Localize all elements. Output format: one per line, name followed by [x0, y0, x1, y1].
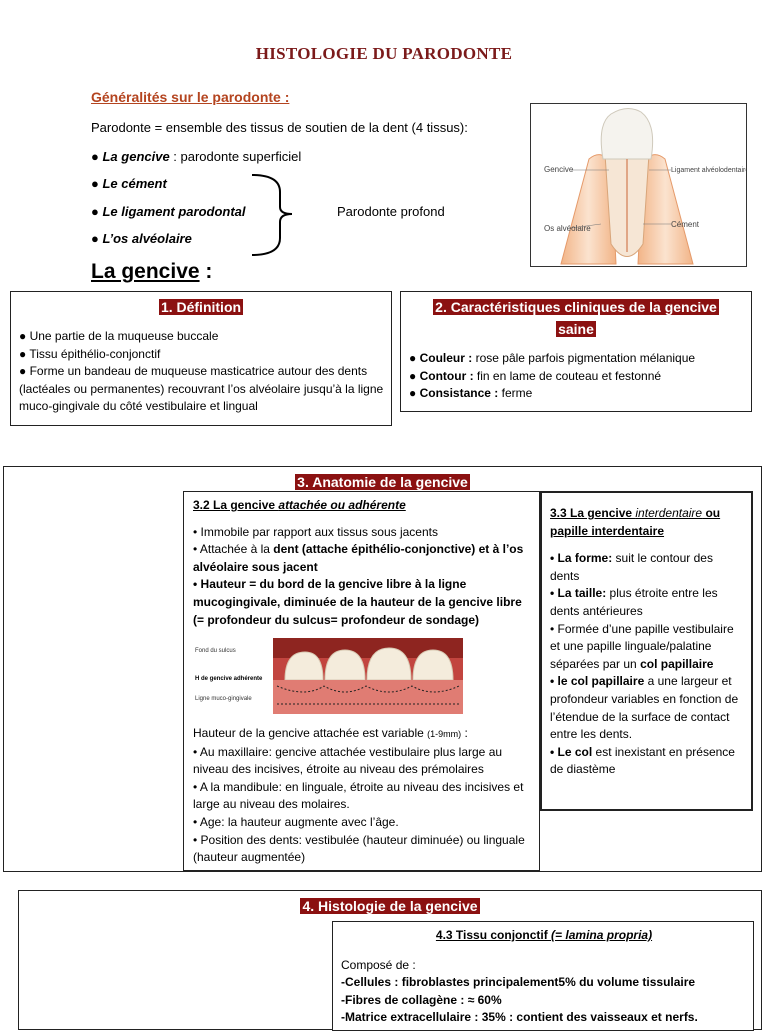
- list-item: [91, 204, 246, 219]
- p2-text: • Attachée à la: [193, 542, 274, 557]
- definition-line: ● Une partie de la muqueuse buccale: [19, 329, 219, 343]
- attachee-p2: [193, 541, 533, 576]
- item-label: • La taille:: [550, 586, 607, 601]
- parodonte-profond-label: Parodonte profond: [337, 204, 445, 219]
- title-italic: (= lamina propria): [551, 928, 653, 942]
- item-text: est inexistant en présence de diastème: [550, 744, 735, 777]
- gum-photo: [193, 638, 463, 714]
- generalites-heading: Généralités sur le parodonte :: [91, 89, 290, 105]
- list-item: [91, 231, 192, 246]
- item-label: Consistance :: [419, 386, 499, 401]
- caracteristiques-heading: 2. Caractéristiques cliniques de la gencive: [435, 299, 717, 315]
- item-label: Couleur :: [419, 351, 473, 365]
- label-fond-sulcus: Fond du sulcus: [195, 648, 236, 654]
- conjonctif-line: [341, 1009, 747, 1027]
- gencive-interdentaire-box: [540, 491, 753, 811]
- heading-colon: :: [199, 260, 213, 283]
- item-name: La gencive: [102, 149, 170, 164]
- generalites-intro: Parodonte = ensemble des tissus de soutien de la dent (4 tissus):: [91, 120, 468, 135]
- item-name: L’os alvéolaire: [102, 231, 192, 246]
- title-num: 3.3 La gencive: [550, 506, 636, 520]
- item-text: rose pâle parfois pigmentation mélanique: [472, 351, 696, 365]
- caracteristique-item: ● Couleur : rose pâle parfois pigmentation mélanique: [409, 351, 696, 365]
- gencive-attachee-box: [183, 491, 540, 871]
- hauteur-colon: :: [461, 726, 468, 740]
- histologie-heading: 4. Histologie de la gencive: [302, 898, 478, 914]
- line-label: -Fibres de collagène :: [341, 992, 465, 1007]
- item-name: Le ligament parodontal: [102, 204, 246, 219]
- item-label: • Le col: [550, 744, 593, 759]
- caracteristiques-box: [400, 291, 752, 412]
- heading-text: La gencive: [91, 260, 200, 283]
- hauteur-item: • Age: la hauteur augmente avec l’âge.: [193, 814, 399, 829]
- page-title: HISTOLOGIE DU PARODONTE: [255, 44, 513, 63]
- hauteur-item: • Position des dents: vestibulée (hauteur diminuée) ou linguale (hauteur augmentée): [193, 832, 525, 865]
- label-gencive: Gencive: [544, 165, 574, 174]
- bullet: ●: [91, 149, 99, 164]
- item-text: a une largeur et profondeur variables en fonction de l’étendue de la surface de contact entre les dents.: [550, 674, 739, 742]
- tooth-illustration: [531, 104, 746, 266]
- item-label: Contour :: [419, 368, 474, 383]
- tissu-conjonctif-box: [332, 921, 754, 1031]
- definition-box: [10, 291, 392, 426]
- tooth-diagram: [530, 103, 747, 267]
- line-label: -Cellules :: [341, 975, 399, 990]
- curly-brace: [250, 172, 320, 258]
- interdentaire-title: [550, 505, 745, 540]
- hauteur-item: • A la mandibule: en linguale, étroite au niveau des incisives et large au niveau des molaires.: [193, 779, 524, 812]
- attachee-p1: • Immobile par rapport aux tissus sous jacents: [193, 524, 438, 539]
- anatomie-heading: 3. Anatomie de la gencive: [297, 474, 468, 490]
- interdentaire-item: [550, 550, 745, 585]
- conjonctif-line: [341, 992, 747, 1010]
- item-label: • La forme:: [550, 551, 613, 566]
- hauteur-intro: [193, 725, 533, 744]
- item-text: suit le contour des dents: [550, 551, 713, 583]
- item-text: : parodonte superficiel: [169, 149, 302, 164]
- definition-line: ● Tissu épithélio-conjonctif: [19, 346, 161, 361]
- item-bold: col papillaire: [640, 656, 714, 671]
- p2-bold: dent (attache épithélio-conjonctive) et à l’os alvéolaire sous jacent: [193, 542, 524, 574]
- item-name: Le cément: [102, 176, 167, 191]
- caracteristiques-heading-2: saine: [558, 321, 594, 337]
- item-text: • Formée d’une papille vestibulaire et une papille linguale/palatine séparées par un: [550, 621, 734, 671]
- conjonctif-title: [341, 927, 747, 945]
- compose-label: Composé de :: [341, 957, 416, 972]
- attachee-p3: • Hauteur = du bord de la gencive libre à la ligne mucogingivale, diminuée de la hauteur de la gencive libre (= profondeur du sulcus= profondeur de sondage): [193, 577, 522, 627]
- interdentaire-item: [550, 621, 745, 674]
- interdentaire-item: [550, 585, 745, 620]
- hauteur-text: Hauteur de la gencive attachée est variable: [193, 726, 428, 740]
- definition-heading: 1. Définition: [160, 299, 242, 315]
- attachee-title: [193, 497, 533, 515]
- line-text: ≈ 60%: [464, 992, 502, 1007]
- label-cement: Cément: [671, 220, 700, 229]
- interdentaire-item: [550, 744, 745, 779]
- caracteristique-item: ● Consistance : ferme: [409, 386, 533, 401]
- label-ligne-mucogingivale: Ligne muco-gingivale: [195, 696, 252, 702]
- title-italic: attachée ou adhérente: [278, 498, 406, 512]
- item-label: • le col papillaire: [550, 674, 645, 689]
- bullet: ●: [91, 176, 99, 191]
- section-heading-gencive: [91, 260, 212, 284]
- caracteristique-item: ● Contour : fin en lame de couteau et festonné: [409, 368, 662, 383]
- item-text: ferme: [498, 386, 533, 401]
- hauteur-item: • Au maxillaire: gencive attachée vestibulaire plus large au niveau des incisives, étroite au niveau des prémolaires: [193, 744, 503, 777]
- interdentaire-item: [550, 673, 745, 743]
- line-text: contient des vaisseaux et nerfs.: [513, 1010, 698, 1025]
- title-italic: interdentaire: [635, 506, 703, 520]
- list-item: [91, 149, 301, 164]
- line-label: -Matrice extracellulaire : 35% :: [341, 1010, 514, 1025]
- label-ligament: Ligament alvéolodentaire: [671, 167, 746, 174]
- hauteur-range: (1-9mm): [427, 729, 462, 739]
- title-num: 3.2 La gencive: [193, 498, 279, 512]
- bullet: ●: [91, 231, 99, 246]
- bullet: ●: [91, 204, 99, 219]
- line-text: fibroblastes principalement5% du volume tissulaire: [398, 975, 696, 990]
- title-rest: ou papille interdentaire: [550, 506, 721, 538]
- conjonctif-line: [341, 974, 747, 992]
- label-os: Os alvéolaire: [544, 224, 591, 233]
- item-text: plus étroite entre les dents antérieures: [550, 586, 718, 618]
- title-text: 4.3 Tissu conjonctif: [435, 928, 552, 942]
- definition-line: ● Forme un bandeau de muqueuse masticatrice autour des dents (lactéales ou permanentes) recouvrant l’os alvéolaire jusqu’à la ligne muco-gingivale du côté vestibulaire et lingual: [19, 364, 384, 414]
- item-text: fin en lame de couteau et festonné: [473, 368, 662, 383]
- list-item: [91, 176, 167, 191]
- label-h-gencive: H de gencive adhérente: [195, 676, 263, 682]
